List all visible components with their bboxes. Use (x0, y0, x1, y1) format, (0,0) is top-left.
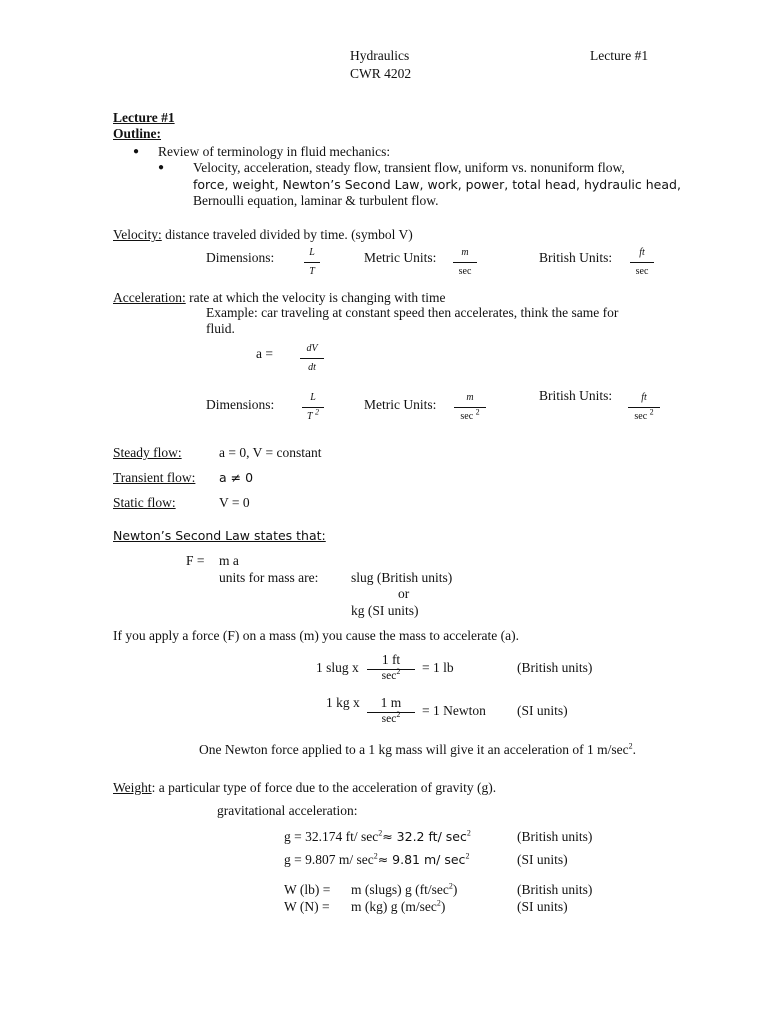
fraction-denominator: sec (381, 670, 397, 683)
w-si-label: W (N) = (284, 899, 330, 914)
g-si-exact: g = 9.807 m/ sec (284, 852, 374, 867)
w-si-expr-end: ) (440, 899, 446, 914)
acceleration-a-equals: a = (256, 346, 273, 361)
outline-bullet-2-line2: force, weight, Newton’s Second Law, work, power, total head, hydraulic head, (193, 177, 681, 192)
velocity-term: Velocity: (113, 227, 162, 242)
eq2-left: 1 kg x (326, 695, 360, 710)
acceleration-example: Example: car traveling at constant speed then accelerates, think the same for fluid. (206, 305, 619, 337)
weight-definition (113, 780, 496, 796)
steady-flow-label: Steady flow: (113, 445, 182, 460)
velocity-metric-label: Metric Units: (364, 250, 437, 265)
steady-flow-value: a = 0, V = constant (219, 445, 322, 460)
fraction-numerator: m (466, 392, 474, 403)
static-flow-label: Static flow: (113, 495, 176, 510)
g-british-expression (284, 829, 471, 845)
bullet-dot-icon: ● (158, 162, 165, 173)
fraction-denominator: sec (635, 266, 649, 277)
eq1-right: = 1 lb (422, 660, 454, 675)
eq2-fraction (367, 695, 415, 727)
acceleration-derivative-fraction (300, 343, 324, 374)
mass-unit-kg: kg (SI units) (351, 603, 419, 618)
outline-bullet-2-line3: Bernoulli equation, laminar & turbulent flow. (193, 193, 439, 208)
acceleration-british-fraction (628, 392, 660, 423)
exponent: 2 (436, 898, 441, 908)
g-british-units: (British units) (517, 829, 593, 844)
exponent: 2 (466, 828, 471, 838)
header-course: Hydraulics (350, 48, 410, 63)
w-british-expression (351, 882, 457, 898)
fraction-numerator: m (461, 247, 469, 258)
fraction-numerator: ft (639, 247, 645, 258)
fraction-numerator: dV (306, 343, 318, 354)
outline-bullet-2-line1: Velocity, acceleration, steady flow, transient flow, uniform vs. nonuniform flow, (193, 160, 625, 175)
eq1-fraction (367, 652, 415, 684)
fraction-denominator: sec (460, 411, 474, 422)
fraction-numerator: 1 m (380, 695, 402, 710)
fraction-numerator: L (309, 247, 315, 258)
velocity-british-label: British Units: (539, 250, 613, 265)
fraction-numerator: ft (641, 392, 647, 403)
weight-definition-text: : a particular type of force due to the acceleration of gravity (g). (151, 780, 497, 795)
acceleration-definition (113, 290, 446, 306)
eq2-units: (SI units) (517, 703, 568, 718)
w-british-units: (British units) (517, 882, 593, 897)
force-statement: If you apply a force (F) on a mass (m) you cause the mass to accelerate (a). (113, 628, 519, 643)
velocity-dimensions-fraction (304, 247, 320, 278)
exponent: 2 (628, 741, 633, 751)
fraction-denominator: T (309, 266, 315, 277)
mass-units-label: units for mass are: (219, 570, 319, 585)
fraction-numerator: L (310, 392, 316, 403)
static-flow-value: V = 0 (219, 495, 250, 510)
g-si-units: (SI units) (517, 852, 568, 867)
mass-unit-or: or (398, 586, 410, 601)
header-lecture: Lecture #1 (590, 48, 649, 63)
lecture-label: Lecture #1 (113, 110, 175, 125)
w-british-expr: m (slugs) g (ft/sec (351, 882, 449, 897)
acceleration-term: Acceleration: (113, 290, 186, 305)
newton-statement (199, 742, 636, 758)
acceleration-metric-fraction (454, 392, 486, 423)
acceleration-dimensions-fraction (302, 392, 324, 423)
bullet-dot-icon: ● (133, 146, 140, 157)
velocity-definition-text: distance traveled divided by time. (symbol V) (161, 227, 413, 242)
transient-flow-label: Transient flow: (113, 470, 196, 485)
newton-statement-end: . (632, 742, 636, 757)
outline-title: Outline: (113, 126, 162, 141)
acceleration-metric-label: Metric Units: (364, 397, 437, 412)
w-si-units: (SI units) (517, 899, 568, 914)
exponent: 2 (373, 851, 378, 861)
exponent: 2 (378, 828, 383, 838)
velocity-british-fraction (630, 247, 654, 278)
fraction-denominator: sec (458, 266, 472, 277)
newton-statement-text: One Newton force applied to a 1 kg mass will give it an acceleration of 1 m/sec (199, 742, 629, 757)
gravitational-label: gravitational acceleration: (217, 803, 358, 818)
w-si-expr: m (kg) g (m/sec (351, 899, 437, 914)
eq1-left: 1 slug x (316, 660, 359, 675)
fraction-denominator: dt (308, 362, 316, 373)
exponent: 2 (396, 667, 401, 677)
fraction-numerator: 1 ft (381, 652, 401, 667)
fraction-denominator: T (307, 411, 313, 422)
velocity-dimensions-label: Dimensions: (206, 250, 275, 265)
fraction-denominator: sec (634, 411, 648, 422)
header-code: CWR 4202 (350, 66, 412, 81)
weight-term: Weight (113, 780, 152, 795)
exponent: 2 (465, 851, 470, 861)
exponent: 2 (396, 710, 401, 720)
newton-f-value: m a (219, 553, 239, 568)
newton-f-label: F = (186, 553, 205, 568)
acceleration-definition-text: rate at which the velocity is changing with time (185, 290, 446, 305)
transient-flow-value: a ≠ 0 (219, 470, 254, 485)
exponent: 2 (475, 407, 480, 417)
velocity-definition (113, 227, 413, 243)
w-british-label: W (lb) = (284, 882, 331, 897)
g-si-approx: ≈ 9.81 m/ sec (377, 852, 466, 867)
g-si-expression (284, 852, 469, 868)
acceleration-british-label: British Units: (539, 388, 613, 403)
w-british-expr-end: ) (452, 882, 458, 897)
w-si-expression (351, 899, 445, 915)
velocity-metric-fraction (453, 247, 477, 278)
exponent: 2 (649, 407, 654, 417)
outline-bullet-1: Review of terminology in fluid mechanics: (158, 144, 391, 159)
eq2-right: = 1 Newton (422, 703, 486, 718)
fraction-denominator: sec (381, 713, 397, 726)
exponent: 2 (448, 881, 453, 891)
exponent: 2 (314, 407, 319, 417)
mass-unit-slug: slug (British units) (351, 570, 453, 585)
acceleration-dimensions-label: Dimensions: (206, 397, 275, 412)
eq1-units: (British units) (517, 660, 593, 675)
newton-heading: Newton’s Second Law states that: (113, 528, 326, 543)
g-british-exact: g = 32.174 ft/ sec (284, 829, 379, 844)
g-british-approx: ≈ 32.2 ft/ sec (382, 829, 467, 844)
